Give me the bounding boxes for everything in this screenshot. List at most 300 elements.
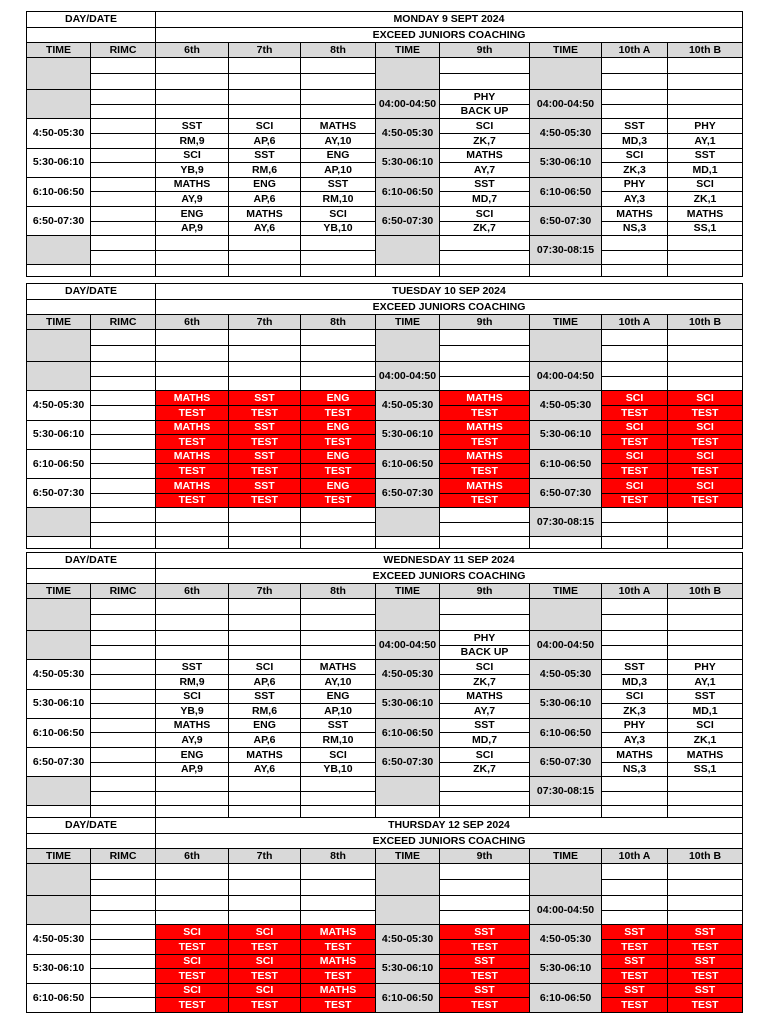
teacher-cell: MD,3: [601, 674, 668, 690]
subject-cell: SST: [300, 718, 376, 734]
blank-cell: [90, 507, 156, 523]
subject-cell: MATHS: [300, 924, 376, 940]
blank-cell: [601, 376, 668, 392]
teacher-cell: TEST: [667, 434, 743, 450]
teacher-cell: TEST: [228, 434, 301, 450]
header-time: TIME: [375, 42, 440, 58]
blank-cell: [300, 345, 376, 362]
subject-cell: ENG: [228, 718, 301, 734]
subject-cell: SST: [667, 689, 743, 705]
blank-cell: [90, 703, 156, 719]
teacher-cell: YB,9: [155, 703, 229, 719]
time-cell: 04:00-04:50: [529, 630, 602, 660]
blank-cell: [90, 614, 156, 631]
header-10th-a: 10th A: [601, 314, 668, 330]
blank-cell: [601, 614, 668, 631]
slot-time: 6:50-07:30: [26, 478, 91, 508]
time-cell-empty: [26, 89, 91, 119]
teacher-cell: RM,9: [155, 674, 229, 690]
slot-time: 6:10-06:50: [529, 983, 602, 1013]
subject-cell: [439, 57, 530, 74]
blank-cell: [155, 776, 229, 792]
blank-cell: [601, 361, 668, 377]
teacher-cell: AP,10: [300, 703, 376, 719]
blank-cell: [439, 235, 530, 251]
teacher-cell: TEST: [300, 997, 376, 1013]
blank-cell: [90, 659, 156, 675]
time-cell: [375, 863, 440, 896]
slot-time: 6:50-07:30: [375, 747, 440, 777]
blank-cell: [228, 250, 301, 266]
teacher-cell: TEST: [300, 939, 376, 955]
teacher-cell: TEST: [155, 463, 229, 479]
header-10th-b: 10th B: [667, 848, 743, 864]
blank-cell: [155, 264, 229, 277]
time-cell: 04:00-04:50: [529, 361, 602, 391]
blank-cell: [667, 536, 743, 549]
teacher-cell: ZK,1: [667, 191, 743, 207]
subject-cell: SCI: [300, 206, 376, 222]
time-cell: [529, 57, 602, 90]
subject-cell: MATHS: [228, 206, 301, 222]
subject-cell: [439, 598, 530, 615]
blank-cell: [155, 791, 229, 807]
blank-cell: [300, 522, 376, 538]
teacher-cell: AY,1: [667, 133, 743, 149]
blank-cell: [601, 57, 668, 74]
blank-cell: [90, 997, 156, 1013]
blank-cell: [667, 645, 743, 661]
subject-cell: MATHS: [439, 478, 530, 494]
teacher-cell: RM,9: [155, 133, 229, 149]
subject-cell: MATHS: [439, 148, 530, 164]
blank-cell: [155, 645, 229, 661]
blank-cell: [155, 89, 229, 105]
time-cell: [529, 598, 602, 631]
teacher-cell: AY,7: [439, 162, 530, 178]
header-time: TIME: [529, 583, 602, 599]
subject-cell: SST: [228, 420, 301, 436]
teacher-cell: TEST: [439, 463, 530, 479]
blank-cell: [90, 493, 156, 509]
blank-cell: [300, 104, 376, 120]
subject-cell: SST: [439, 718, 530, 734]
blank-cell: [26, 536, 91, 549]
blank-cell: [601, 507, 668, 523]
time-cell: [375, 329, 440, 362]
slot-time: 6:50-07:30: [529, 206, 602, 236]
blank-cell: [601, 345, 668, 362]
subject-cell: SST: [667, 148, 743, 164]
slot-time: 6:50-07:30: [529, 747, 602, 777]
blank-cell: [90, 191, 156, 207]
slot-time: 5:30-06:10: [529, 689, 602, 719]
teacher-cell: TEST: [155, 997, 229, 1013]
blank-cell: [90, 732, 156, 748]
subject-cell: MATHS: [155, 390, 229, 406]
coaching-title: EXCEED JUNIORS COACHING: [155, 568, 743, 584]
slot-time: 5:30-06:10: [26, 954, 91, 984]
slot-time: 4:50-05:30: [375, 118, 440, 148]
blank-cell: [228, 89, 301, 105]
blank-cell: [601, 522, 668, 538]
blank-cell: [90, 104, 156, 120]
subject-cell: SCI: [155, 924, 229, 940]
blank-cell: [375, 264, 440, 277]
subject-cell: PHY: [667, 659, 743, 675]
header-9th: 9th: [439, 314, 530, 330]
slot-time: 5:30-06:10: [26, 420, 91, 450]
teacher-cell: AP,6: [228, 732, 301, 748]
teacher-cell: TEST: [601, 405, 668, 421]
blank-cell: [667, 614, 743, 631]
teacher-cell: TEST: [601, 997, 668, 1013]
teacher-cell: TEST: [667, 405, 743, 421]
date-heading: TUESDAY 10 SEP 2024: [155, 283, 743, 300]
subject-cell: MATHS: [601, 747, 668, 763]
subject-cell: ENG: [228, 177, 301, 193]
blank-cell: [300, 776, 376, 792]
subject-cell: SCI: [439, 747, 530, 763]
blank-cell: [90, 148, 156, 164]
subject-cell: ENG: [300, 689, 376, 705]
date-heading: MONDAY 9 SEPT 2024: [155, 11, 743, 28]
subject-cell: MATHS: [155, 449, 229, 465]
teacher-cell: ZK,3: [601, 703, 668, 719]
teacher-cell: NS,3: [601, 221, 668, 237]
header-10th-b: 10th B: [667, 583, 743, 599]
slot-time: 4:50-05:30: [529, 118, 602, 148]
blank-cell: [228, 630, 301, 646]
subject-cell: SCI: [439, 659, 530, 675]
teacher-cell: TEST: [601, 939, 668, 955]
time-cell-empty: [26, 895, 91, 925]
blank-cell: [228, 235, 301, 251]
teacher-cell: MD,7: [439, 191, 530, 207]
blank-cell: [90, 674, 156, 690]
blank-cell: [90, 747, 156, 763]
blank-cell: [90, 361, 156, 377]
blank-cell: [228, 910, 301, 926]
subject-cell: SCI: [228, 659, 301, 675]
subject-cell: SCI: [601, 420, 668, 436]
subject-cell: SCI: [667, 390, 743, 406]
subject-cell: SCI: [667, 420, 743, 436]
header-8th: 8th: [300, 42, 376, 58]
subject-cell: SST: [601, 659, 668, 675]
backup-cell: [439, 376, 530, 392]
teacher-cell: AP,9: [155, 762, 229, 778]
subject-cell: SST: [601, 118, 668, 134]
backup-cell: [439, 345, 530, 362]
blank-cell: [228, 522, 301, 538]
blank-cell: [601, 863, 668, 880]
subject-cell: MATHS: [300, 118, 376, 134]
teacher-cell: YB,10: [300, 221, 376, 237]
slot-time: 6:10-06:50: [26, 177, 91, 207]
header-6th: 6th: [155, 42, 229, 58]
blank-cell: [155, 250, 229, 266]
teacher-cell: MD,1: [667, 162, 743, 178]
subject-cell: SST: [601, 983, 668, 999]
subject-cell: [439, 863, 530, 880]
blank-cell: [228, 345, 301, 362]
teacher-cell: TEST: [439, 939, 530, 955]
subject-cell: MATHS: [155, 718, 229, 734]
subject-cell: SCI: [155, 983, 229, 999]
slot-time: 6:10-06:50: [375, 449, 440, 479]
slot-time: 6:10-06:50: [26, 718, 91, 748]
blank-cell: [90, 478, 156, 494]
blank-cell: [228, 598, 301, 615]
blank-cell: [601, 791, 668, 807]
blank-cell: [300, 264, 376, 277]
time-cell: [375, 57, 440, 90]
blank-cell: [228, 264, 301, 277]
teacher-cell: TEST: [155, 939, 229, 955]
blank-cell: [601, 910, 668, 926]
blank-cell: [300, 89, 376, 105]
teacher-cell: TEST: [601, 493, 668, 509]
blank-cell: [439, 522, 530, 538]
blank-cell: [26, 27, 156, 43]
slot-time: 6:10-06:50: [529, 449, 602, 479]
teacher-cell: YB,9: [155, 162, 229, 178]
subject-cell: MATHS: [439, 689, 530, 705]
subject-cell: [439, 329, 530, 346]
teacher-cell: AY,1: [667, 674, 743, 690]
header-9th: 9th: [439, 848, 530, 864]
time-cell-empty: [375, 235, 440, 265]
blank-cell: [601, 645, 668, 661]
blank-cell: [300, 645, 376, 661]
blank-cell: [300, 879, 376, 896]
subject-cell: MATHS: [439, 449, 530, 465]
slot-time: 4:50-05:30: [375, 924, 440, 954]
teacher-cell: AP,6: [228, 191, 301, 207]
blank-cell: [667, 791, 743, 807]
teacher-cell: TEST: [601, 434, 668, 450]
teacher-cell: TEST: [667, 463, 743, 479]
slot-time: 6:10-06:50: [375, 983, 440, 1013]
backup-cell: [439, 614, 530, 631]
header-time: TIME: [529, 848, 602, 864]
blank-cell: [90, 405, 156, 421]
slot-time: 5:30-06:10: [529, 420, 602, 450]
subject-cell: PHY: [439, 630, 530, 646]
blank-cell: [300, 73, 376, 90]
slot-time: 6:50-07:30: [375, 478, 440, 508]
header-time: TIME: [375, 583, 440, 599]
slot-time: 5:30-06:10: [375, 148, 440, 178]
subject-cell: SCI: [667, 449, 743, 465]
teacher-cell: TEST: [601, 463, 668, 479]
teacher-cell: TEST: [667, 493, 743, 509]
header-rimc: RIMC: [90, 848, 156, 864]
subject-cell: [439, 361, 530, 377]
teacher-cell: TEST: [667, 968, 743, 984]
blank-cell: [155, 57, 229, 74]
blank-cell: [300, 507, 376, 523]
time-cell-empty: [26, 235, 91, 265]
teacher-cell: TEST: [155, 405, 229, 421]
time-cell-empty: [26, 863, 91, 896]
blank-cell: [529, 536, 602, 549]
blank-cell: [228, 73, 301, 90]
blank-cell: [90, 954, 156, 970]
blank-cell: [90, 329, 156, 346]
blank-cell: [155, 522, 229, 538]
teacher-cell: AP,6: [228, 133, 301, 149]
subject-cell: PHY: [439, 89, 530, 105]
blank-cell: [667, 630, 743, 646]
blank-cell: [667, 250, 743, 266]
teacher-cell: TEST: [300, 434, 376, 450]
subject-cell: ENG: [300, 390, 376, 406]
subject-cell: PHY: [601, 177, 668, 193]
subject-cell: SST: [228, 390, 301, 406]
header-10th-a: 10th A: [601, 42, 668, 58]
header-rimc: RIMC: [90, 583, 156, 599]
subject-cell: MATHS: [439, 390, 530, 406]
teacher-cell: AY,9: [155, 732, 229, 748]
teacher-cell: TEST: [439, 968, 530, 984]
blank-cell: [155, 104, 229, 120]
subject-cell: MATHS: [300, 659, 376, 675]
teacher-cell: SS,1: [667, 762, 743, 778]
subject-cell: MATHS: [300, 954, 376, 970]
blank-cell: [90, 776, 156, 792]
header-9th: 9th: [439, 42, 530, 58]
subject-cell: SST: [228, 689, 301, 705]
slot-time: 6:50-07:30: [26, 747, 91, 777]
blank-cell: [667, 235, 743, 251]
teacher-cell: AY,10: [300, 133, 376, 149]
teacher-cell: AP,10: [300, 162, 376, 178]
teacher-cell: TEST: [228, 405, 301, 421]
teacher-cell: RM,6: [228, 703, 301, 719]
subject-cell: PHY: [667, 118, 743, 134]
subject-cell: MATHS: [155, 478, 229, 494]
subject-cell: PHY: [601, 718, 668, 734]
teacher-cell: TEST: [228, 493, 301, 509]
blank-cell: [90, 221, 156, 237]
subject-cell: ENG: [300, 449, 376, 465]
teacher-cell: RM,10: [300, 191, 376, 207]
header-time: TIME: [26, 314, 91, 330]
subject-cell: MATHS: [155, 420, 229, 436]
blank-cell: [439, 264, 530, 277]
header-time: TIME: [26, 848, 91, 864]
blank-cell: [667, 361, 743, 377]
teacher-cell: TEST: [667, 997, 743, 1013]
blank-cell: [90, 924, 156, 940]
header-10th-a: 10th A: [601, 583, 668, 599]
blank-cell: [667, 910, 743, 926]
subject-cell: SST: [439, 924, 530, 940]
header-rimc: RIMC: [90, 42, 156, 58]
blank-cell: [667, 522, 743, 538]
subject-cell: SCI: [667, 478, 743, 494]
backup-cell: BACK UP: [439, 645, 530, 661]
slot-time: 6:10-06:50: [375, 718, 440, 748]
blank-cell: [300, 614, 376, 631]
blank-cell: [228, 361, 301, 377]
header-7th: 7th: [228, 42, 301, 58]
header-8th: 8th: [300, 583, 376, 599]
teacher-cell: TEST: [300, 463, 376, 479]
day-date-label: DAY/DATE: [26, 817, 156, 834]
header-time: TIME: [26, 583, 91, 599]
blank-cell: [228, 104, 301, 120]
blank-cell: [90, 895, 156, 911]
subject-cell: MATHS: [300, 983, 376, 999]
teacher-cell: TEST: [300, 493, 376, 509]
subject-cell: SCI: [601, 390, 668, 406]
teacher-cell: TEST: [228, 997, 301, 1013]
blank-cell: [300, 329, 376, 346]
subject-cell: SCI: [228, 924, 301, 940]
teacher-cell: AY,6: [228, 221, 301, 237]
blank-cell: [90, 645, 156, 661]
blank-cell: [90, 983, 156, 999]
header-9th: 9th: [439, 583, 530, 599]
header-6th: 6th: [155, 583, 229, 599]
blank-cell: [90, 118, 156, 134]
blank-cell: [90, 206, 156, 222]
teacher-cell: TEST: [155, 968, 229, 984]
teacher-cell: ZK,3: [601, 162, 668, 178]
time-cell: 04:00-04:50: [375, 89, 440, 119]
blank-cell: [439, 250, 530, 266]
header-6th: 6th: [155, 848, 229, 864]
subject-cell: SCI: [667, 177, 743, 193]
blank-cell: [667, 73, 743, 90]
slot-time: 5:30-06:10: [26, 689, 91, 719]
header-6th: 6th: [155, 314, 229, 330]
blank-cell: [300, 536, 376, 549]
backup-cell: [439, 910, 530, 926]
teacher-cell: MD,3: [601, 133, 668, 149]
slot-time: 5:30-06:10: [375, 954, 440, 984]
blank-cell: [667, 104, 743, 120]
blank-cell: [601, 104, 668, 120]
blank-cell: [228, 376, 301, 392]
header-time: TIME: [529, 314, 602, 330]
header-7th: 7th: [228, 314, 301, 330]
subject-cell: SST: [667, 983, 743, 999]
blank-cell: [155, 361, 229, 377]
blank-cell: [90, 939, 156, 955]
teacher-cell: MD,1: [667, 703, 743, 719]
teacher-cell: TEST: [667, 939, 743, 955]
backup-cell: BACK UP: [439, 104, 530, 120]
teacher-cell: AY,7: [439, 703, 530, 719]
slot-time: 4:50-05:30: [26, 390, 91, 420]
slot-time: 4:50-05:30: [375, 659, 440, 689]
blank-cell: [300, 361, 376, 377]
blank-cell: [228, 895, 301, 911]
blank-cell: [300, 598, 376, 615]
blank-cell: [228, 645, 301, 661]
subject-cell: SCI: [228, 954, 301, 970]
slot-time: 6:10-06:50: [529, 718, 602, 748]
teacher-cell: TEST: [439, 405, 530, 421]
teacher-cell: TEST: [228, 463, 301, 479]
blank-cell: [90, 235, 156, 251]
blank-cell: [90, 718, 156, 734]
date-heading: WEDNESDAY 11 SEP 2024: [155, 552, 743, 569]
